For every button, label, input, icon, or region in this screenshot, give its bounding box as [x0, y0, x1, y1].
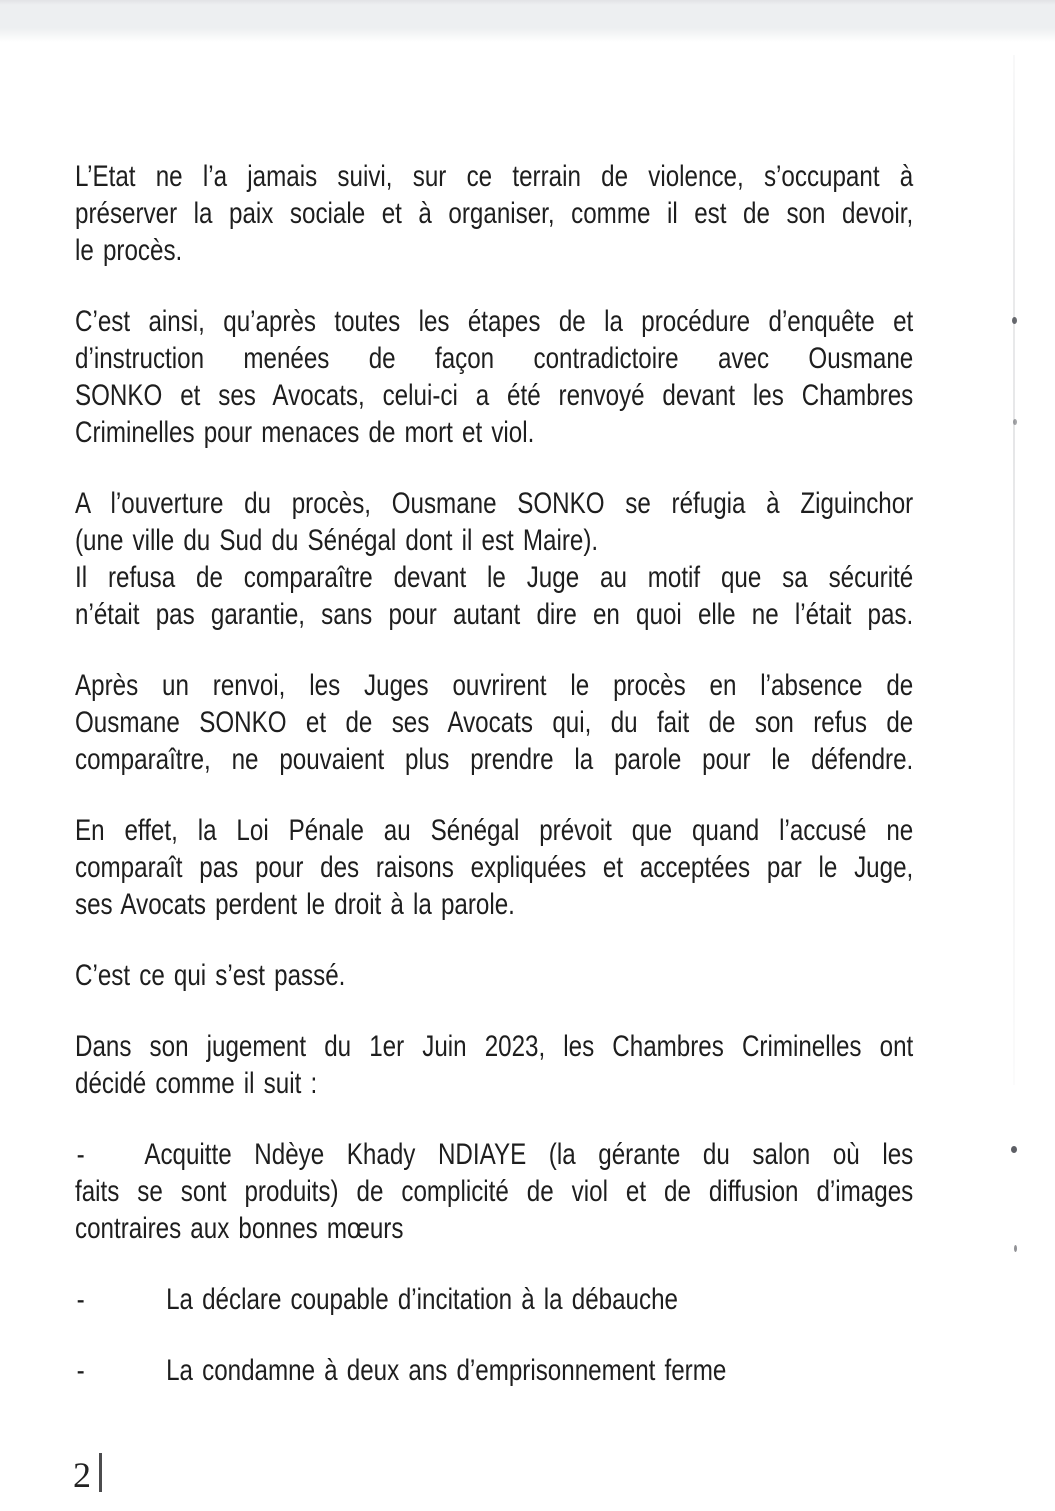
dash-marker: -: [76, 1138, 85, 1171]
text-line: faits se sont produits) de complicité de viol et de diffusion d’images: [75, 1175, 914, 1208]
paragraph-jugement: [75, 1028, 913, 1102]
text-line: comparaître, ne pouvaient plus prendre la parole pour le défendre.: [75, 743, 914, 776]
scan-streak-artifact: [1013, 55, 1015, 1085]
paragraph-loi-penale: [75, 812, 913, 923]
text-line: d’instruction menées de façon contradictoire avec Ousmane: [75, 342, 914, 375]
text-line: contraires aux bonnes mœurs: [75, 1212, 404, 1245]
text-line: SONKO et ses Avocats, celui-ci a été renvoyé devant les Chambres: [75, 379, 914, 412]
scan-speck-artifact: [1014, 1245, 1017, 1252]
text-line: Il refusa de comparaître devant le Juge au motif que sa sécurité: [75, 561, 914, 594]
list-item-condamne: [75, 1352, 913, 1389]
list-item-declare-coupable: [75, 1281, 913, 1318]
text-line: C’est ainsi, qu’après toutes les étapes de la procédure d’enquête et: [75, 305, 914, 338]
dash-marker: -: [76, 1354, 85, 1387]
text-line: C’est ce qui s’est passé.: [75, 959, 346, 992]
text-line: A l’ouverture du procès, Ousmane SONKO se réfugia à Ziguinchor: [75, 487, 914, 520]
page-number-mark: [99, 1453, 102, 1492]
text-line: décidé comme il suit :: [75, 1067, 318, 1100]
text-line: comparaît pas pour des raisons expliquées et acceptées par le Juge,: [75, 851, 914, 884]
text-line: L’Etat ne l’a jamais suivi, sur ce terrain de violence, s’occupant à: [75, 160, 914, 193]
text-line: ses Avocats perdent le droit à la parole.: [75, 888, 515, 921]
dash-marker: -: [76, 1283, 85, 1316]
text-line: Acquitte Ndèye Khady NDIAYE (la gérante du salon où les: [144, 1138, 914, 1171]
paragraph-procedure: [75, 303, 913, 451]
paragraph-etat: [75, 158, 913, 269]
scan-speck-artifact: [1011, 1146, 1017, 1153]
text-line: le procès.: [75, 234, 183, 267]
scan-speck-artifact: [1013, 419, 1017, 425]
text-line: préserver la paix sociale et à organiser, comme il est de son devoir,: [75, 197, 914, 230]
text-line: La déclare coupable d’incitation à la débauche: [166, 1283, 678, 1316]
paragraph-cest-passe: [75, 957, 913, 994]
scan-top-edge-band: [0, 0, 1055, 42]
text-line: (une ville du Sud du Sénégal dont il est Maire).: [75, 524, 599, 557]
paragraph-renvoi: [75, 667, 913, 778]
text-line: La condamne à deux ans d’emprisonnement ferme: [166, 1354, 727, 1387]
text-line: Criminelles pour menaces de mort et viol.: [75, 416, 535, 449]
text-line: Après un renvoi, les Juges ouvrirent le procès en l’absence de: [75, 669, 914, 702]
page-number: 2: [73, 1455, 91, 1495]
document-body: [75, 158, 913, 1423]
text-line: Dans son jugement du 1er Juin 2023, les Chambres Criminelles ont: [75, 1030, 914, 1063]
scan-speck-artifact: [1012, 317, 1017, 324]
list-item-acquitte: [75, 1136, 913, 1247]
text-line: n’était pas garantie, sans pour autant dire en quoi elle ne l’était pas.: [75, 598, 914, 631]
text-line: En effet, la Loi Pénale au Sénégal prévoit que quand l’accusé ne: [75, 814, 914, 847]
text-line: Ousmane SONKO et de ses Avocats qui, du fait de son refus de: [75, 706, 914, 739]
paragraph-ouverture-proces: [75, 485, 913, 633]
